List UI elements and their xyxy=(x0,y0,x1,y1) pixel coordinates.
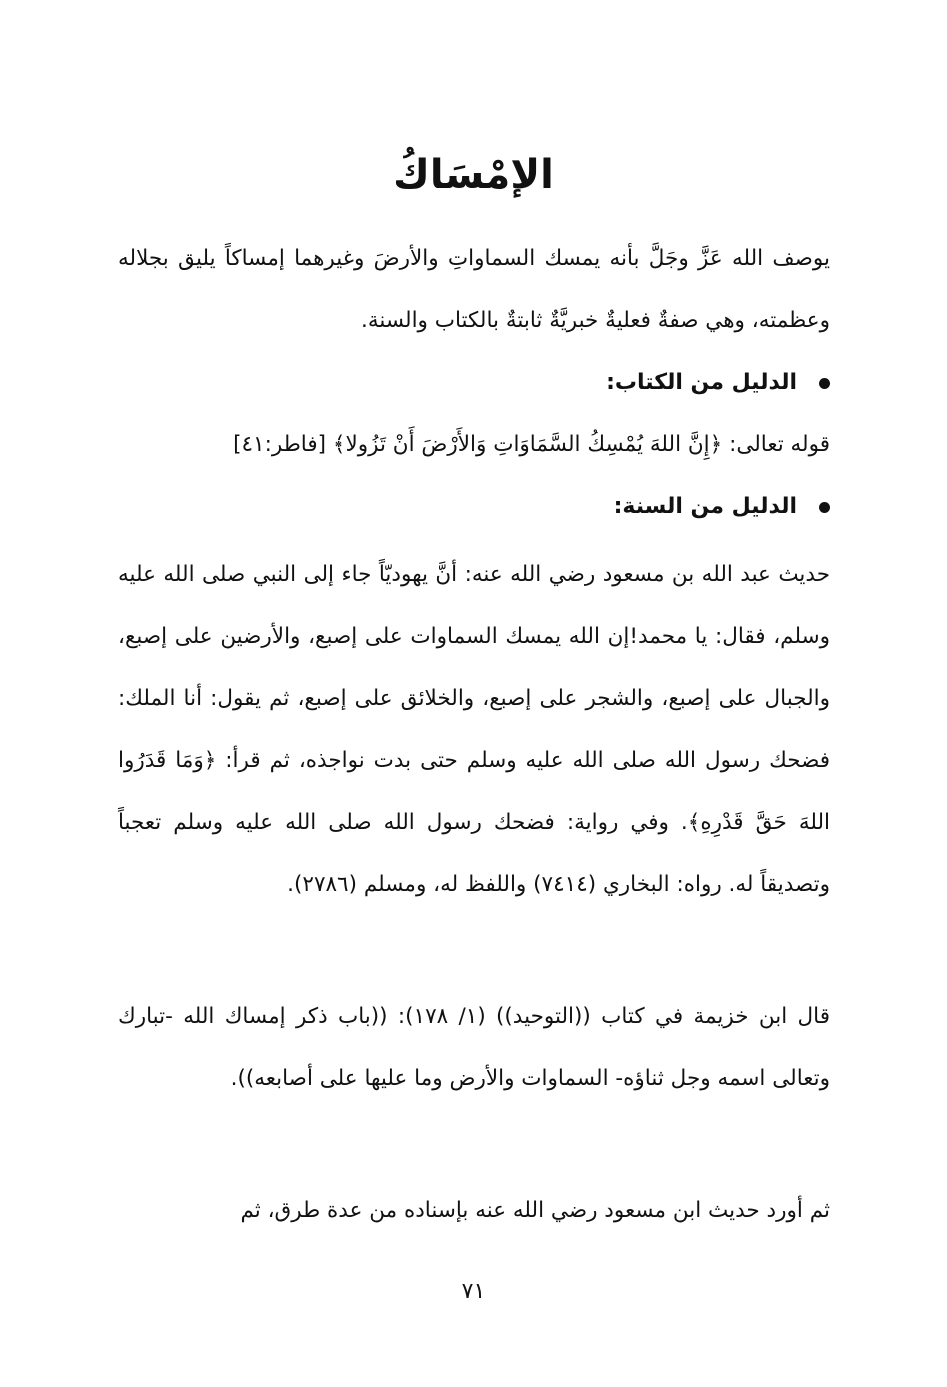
page-number: ٧١ xyxy=(461,1279,486,1304)
hadith-paragraph: حديث عبد الله بن مسعود رضي الله عنه: أنَّ يهوديّاً جاء إلى النبي صلى الله عليه وسلم، فقال: يا محمد!إن الله يمسك السماوات على إصبع، والأرضين على إصبع، والجبال على إصبع، والشجر على إصبع، والخلائق على إصبع، ثم يقول: أنا الملك: فضحك رسول الله صلى الله عليه وسلم حتى بدت نواجذه، ثم قرأ: ﴿وَمَا قَدَرُوا اللهَ حَقَّ قَدْرِهِ﴾. وفي رواية: فضحك رسول الله صلى الله عليه وسلم تعجباً وتصديقاً له. رواه: البخاري (٧٤١٤) واللفظ له، ومسلم (٢٧٨٦). xyxy=(118,562,830,897)
quran-verse: قوله تعالى: ﴿إِنَّ اللهَ يُمْسِكُ السَّمَاوَاتِ وَالأَرْضَ أَنْ تَزُولا﴾ [فاطر:٤١] xyxy=(233,432,830,457)
ibn-khuzayma-paragraph: قال ابن خزيمة في كتاب ((التوحيد)) (١/ ١٧٨): ((باب ذكر إمساك الله -تبارك وتعالى اسمه وجل ثناؤه- السماوات والأرض وما عليها على أصابعه)). xyxy=(118,1004,830,1091)
heading-quran-evidence xyxy=(118,352,830,414)
page-title: الإمْسَاكُ xyxy=(393,152,554,198)
heading-sunnah-evidence xyxy=(118,476,830,538)
closing-paragraph: ثم أورد حديث ابن مسعود رضي الله عنه بإسناده من عدة طرق، ثم xyxy=(240,1198,830,1223)
heading-sunnah-evidence-label: الدليل من السنة: xyxy=(613,494,797,519)
bullet-icon xyxy=(819,502,830,513)
heading-quran-evidence-label: الدليل من الكتاب: xyxy=(606,370,797,395)
bullet-icon xyxy=(819,378,830,389)
intro-paragraph: يوصف الله عَزَّ وجَلَّ بأنه يمسك السماواتِ والأرضَ وغيرهما إمساكاً يليق بجلاله وعظمته، وهي صفةٌ فعليةٌ خبريَّةٌ ثابتةٌ بالكتاب والسنة. xyxy=(118,246,830,333)
